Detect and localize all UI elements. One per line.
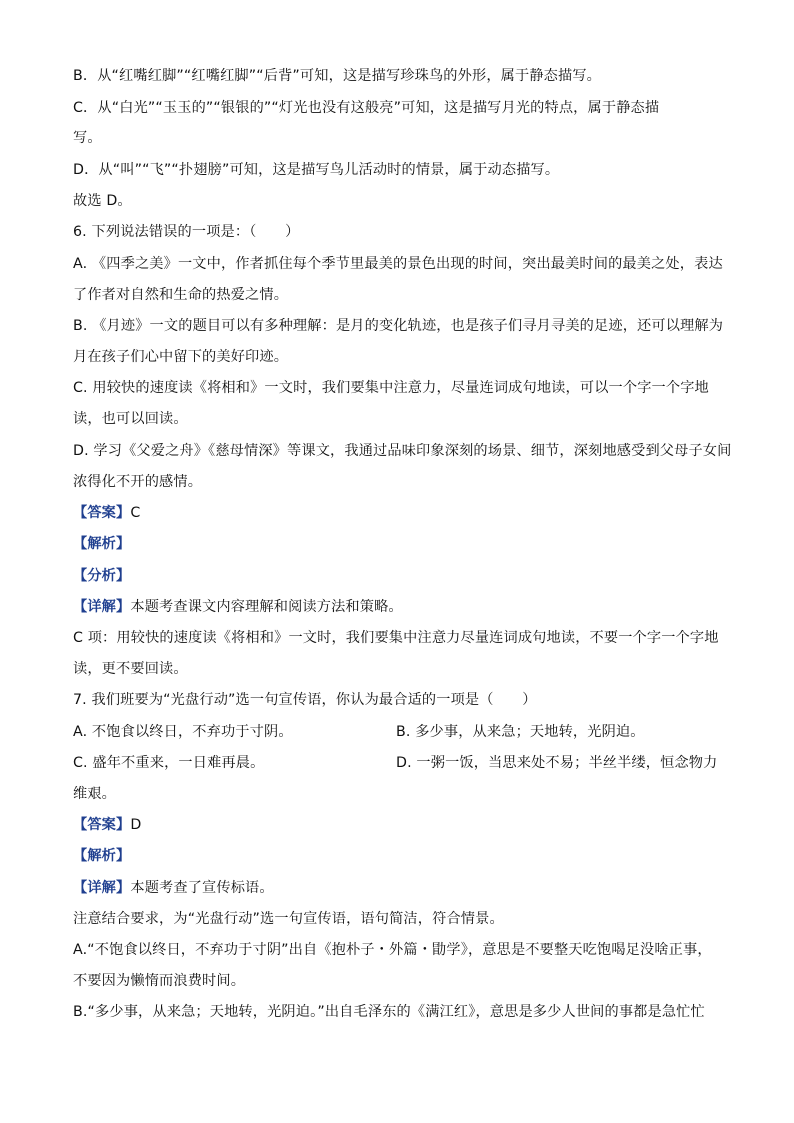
q7-b-explanation: B.“多少事，从来急；天地转，光阴迫。”出自毛泽东的《满江红》，意思是多少人世间的事都是急忙忙: [73, 1004, 705, 1020]
answer-value: D: [130, 817, 142, 833]
q7-a-explanation: A.“不饱食以终日，不弃功于寸阴”出自《抱朴子・外篇・勖学》，意思是不要整天吃饱喝足没啥正事，: [73, 942, 712, 958]
q5-conclusion: 故选 D。: [73, 193, 132, 209]
q6-detail: [73, 597, 733, 617]
q7-option-d-cont: 维艰。: [73, 786, 117, 802]
q7-option-c: C. 盛年不重来，一日难再晨。: [73, 755, 265, 771]
q6-option-c: C. 用较快的速度读《将相和》一文时，我们要集中注意力，尽量连词成句地读，可以一个字一个字地: [73, 380, 709, 396]
fenxi-tag: 【分析】: [73, 568, 131, 584]
answer-tag: 【答案】: [73, 817, 131, 833]
answer-tag: 【答案】: [73, 505, 131, 521]
detail-text: 本题考查了宣传标语。: [130, 880, 274, 896]
q6-stem: 6. 下列说法错误的一项是：（ ）: [73, 224, 300, 240]
q7-option-a: A. 不饱食以终日，不弃功于寸阴。: [73, 724, 293, 740]
q6-option-b-cont: 月在孩子们心中留下的美好印迹。: [73, 349, 289, 365]
q6-answer: [73, 503, 733, 523]
analysis-tag: 【解析】: [73, 848, 131, 864]
q6-option-a: A. 《四季之美》一文中，作者抓住每个季节里最美的景色出现的时间，突出最美时间的最美之处，表达: [73, 256, 723, 272]
q6-c-explanation-cont: 读，更不要回读。: [73, 661, 188, 677]
q7-answer: [73, 815, 733, 835]
q6-option-a-cont: 了作者对自然和生命的热爱之情。: [73, 287, 289, 303]
q7-detail: [73, 878, 733, 898]
q6-c-explanation: C 项：用较快的速度读《将相和》一文时，我们要集中注意力尽量连词成句地读，不要一个字一个字地: [73, 630, 719, 646]
q6-option-b: B. 《月迹》一文的题目可以有多种理解：是月的变化轨迹，也是孩子们寻月寻美的足迹，还可以理解为: [73, 318, 724, 334]
analysis-tag: 【解析】: [73, 536, 131, 552]
q7-stem: 7. 我们班要为“光盘行动”选一句宣传语，你认为最合适的一项是（ ）: [73, 692, 537, 708]
q5-option-d-explanation: D．从“叫”“飞”“扑翅膀”可知，这是描写鸟儿活动时的情景，属于动态描写。: [73, 162, 560, 178]
q7-analysis: [73, 846, 733, 866]
detail-tag: 【详解】: [73, 599, 131, 615]
q5-option-c-explanation-cont: 写。: [73, 130, 102, 146]
answer-value: C: [130, 505, 141, 521]
q6-option-c-cont: 读，也可以回读。: [73, 411, 188, 427]
q6-option-d-cont: 浓得化不开的感情。: [73, 474, 203, 490]
q7-note: 注意结合要求，为“光盘行动”选一句宣传语，语句简洁，符合情景。: [73, 911, 504, 927]
q6-fenxi: [73, 566, 733, 586]
q6-option-d: D. 学习《父爱之舟》《慈母情深》等课文，我通过品味印象深刻的场景、细节，深刻地感受到父母子女间: [73, 443, 732, 459]
q7-a-explanation-cont: 不要因为懒惰而浪费时间。: [73, 973, 246, 989]
q7-option-d: D. 一粥一饭，当思来处不易；半丝半缕，恒念物力: [396, 755, 718, 771]
detail-text: 本题考查课文内容理解和阅读方法和策略。: [130, 599, 403, 615]
q5-option-c-explanation: C．从“白光”“玉玉的”“银银的”“灯光也没有这般亮”可知，这是描写月光的特点，属于静态描: [73, 100, 660, 116]
q5-option-b-explanation: B．从“红嘴红脚”“红嘴红脚”“后背”可知，这是描写珍珠鸟的外形，属于静态描写。: [73, 68, 602, 84]
q7-option-b: B. 多少事，从来急；天地转，光阴迫。: [396, 724, 645, 740]
detail-tag: 【详解】: [73, 880, 131, 896]
q6-analysis: [73, 534, 733, 554]
